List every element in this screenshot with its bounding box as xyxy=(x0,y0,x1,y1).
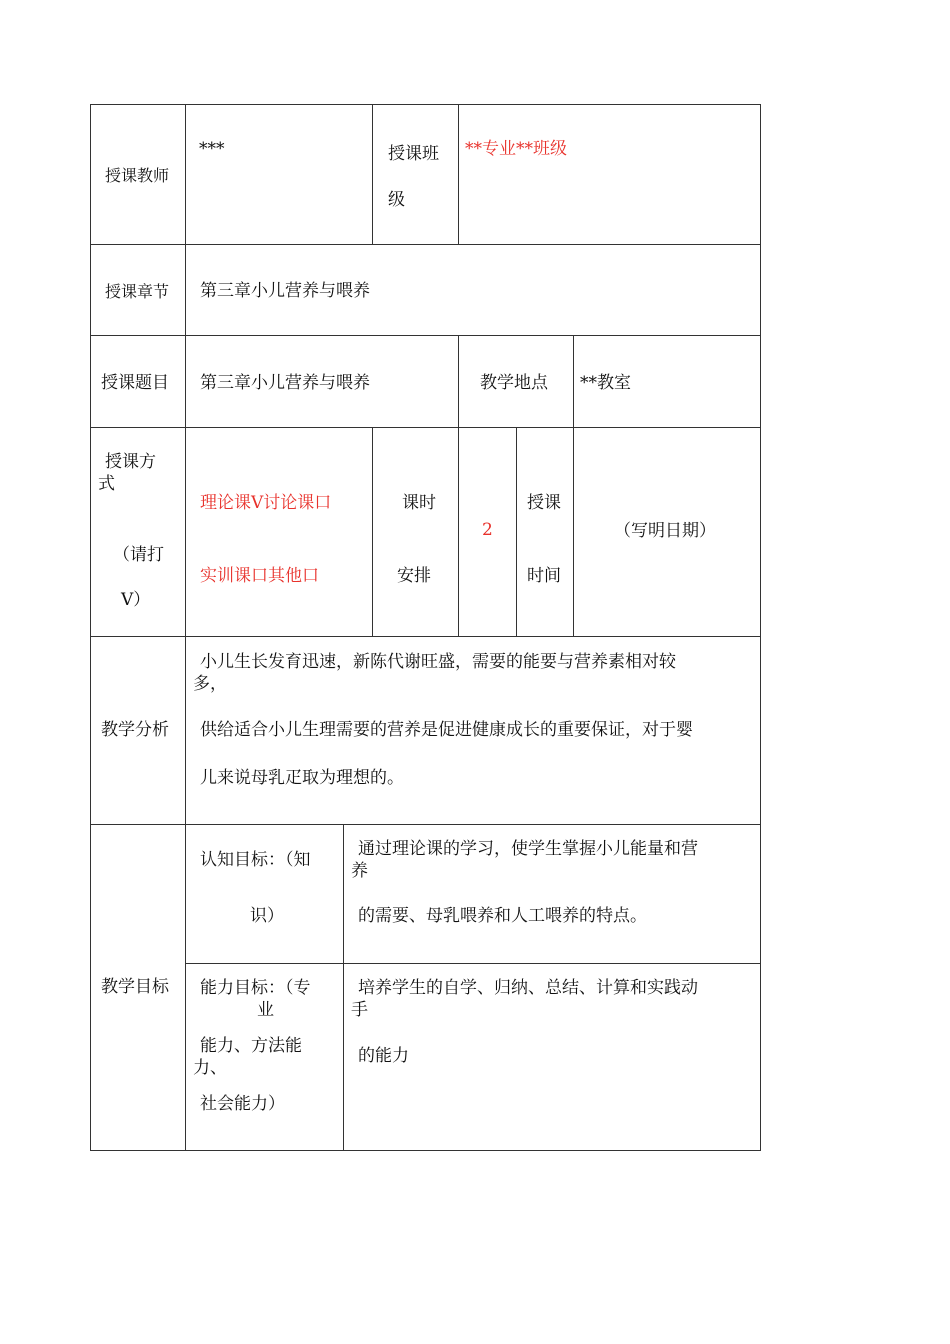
method-options-line-2: 实训课口其他口 xyxy=(200,566,319,586)
class-value: **专业**班级 xyxy=(465,139,567,159)
cognitive-goal-label-line-1: 认知目标：（知 xyxy=(200,850,311,870)
goals-label-cell xyxy=(90,824,186,1151)
hours-value-cell xyxy=(458,427,517,637)
ability-goal-label-cell xyxy=(185,963,344,1151)
ability-goal-label-line-4: 力、 xyxy=(193,1058,227,1078)
ability-goal-text-line-3: 的能力 xyxy=(358,1046,409,1066)
class-label-line-2: 级 xyxy=(388,190,405,210)
teacher-label-cell xyxy=(90,104,186,245)
ability-goal-label-line-5: 社会能力） xyxy=(200,1094,285,1114)
cognitive-goal-text-line-1: 通过理论课的学习，使学生掌握小儿能量和营 xyxy=(358,839,698,859)
ability-goal-label-line-3: 能力、方法能 xyxy=(200,1036,302,1056)
hours-label-cell xyxy=(372,427,459,637)
location-label-cell xyxy=(458,335,574,428)
chapter-value: 第三章小儿营养与喂养 xyxy=(200,281,370,301)
time-label-line-2: 时间 xyxy=(527,566,561,586)
analysis-label-cell xyxy=(90,636,186,825)
topic-label-cell xyxy=(90,335,186,428)
analysis-line-2: 多， xyxy=(193,674,227,694)
class-label-line-1: 授课班 xyxy=(388,144,439,164)
location-value: **教室 xyxy=(580,373,631,393)
teacher-value-cell xyxy=(185,104,373,245)
method-label-line-3: （请打 xyxy=(113,545,164,565)
chapter-label: 授课章节 xyxy=(105,282,170,301)
ability-goal-text-line-2: 手 xyxy=(351,1000,368,1020)
chapter-label-cell xyxy=(90,244,186,336)
ability-goal-text-cell xyxy=(343,963,761,1151)
cognitive-goal-text-line-3: 的需要、母乳喂养和人工喂养的特点。 xyxy=(358,906,647,926)
teacher-value: *** xyxy=(199,139,225,159)
analysis-line-4: 儿来说母乳疋取为理想的。 xyxy=(200,768,404,788)
location-label: 教学地点 xyxy=(480,373,548,393)
topic-label: 授课题目 xyxy=(101,373,169,393)
analysis-text-cell xyxy=(185,636,761,825)
class-label-cell xyxy=(372,104,459,245)
hours-label-line-2: 安排 xyxy=(397,566,431,586)
time-value-cell xyxy=(573,427,761,637)
hours-label-line-1: 课时 xyxy=(402,493,436,513)
ability-goal-label-line-2: 业 xyxy=(257,1000,274,1020)
topic-value: 第三章小儿营养与喂养 xyxy=(200,373,370,393)
time-value: （写明日期） xyxy=(614,521,716,541)
teacher-label: 授课教师 xyxy=(105,166,170,185)
method-options-cell xyxy=(185,427,373,637)
hours-value: 2 xyxy=(482,520,493,540)
lesson-plan-table xyxy=(90,104,761,1151)
time-label-line-1: 授课 xyxy=(527,493,561,513)
cognitive-goal-label-line-2: 识） xyxy=(250,906,284,926)
method-label-cell xyxy=(90,427,186,637)
ability-goal-label-line-1: 能力目标：（专 xyxy=(200,978,311,998)
analysis-label: 教学分析 xyxy=(101,720,169,740)
method-label-line-1: 授课方 xyxy=(105,452,156,472)
method-label-line-2: 式 xyxy=(98,474,115,494)
cognitive-goal-label-cell xyxy=(185,824,344,964)
cognitive-goal-text-line-2: 养 xyxy=(351,861,368,881)
class-value-cell xyxy=(458,104,761,245)
analysis-line-1: 小儿生长发育迅速，新陈代谢旺盛，需要的能要与营养素相对较 xyxy=(200,652,676,672)
topic-value-cell xyxy=(185,335,459,428)
ability-goal-text-line-1: 培养学生的自学、归纳、总结、计算和实践动 xyxy=(358,978,698,998)
location-value-cell xyxy=(573,335,761,428)
time-label-cell xyxy=(516,427,574,637)
chapter-value-cell xyxy=(185,244,761,336)
method-options-line-1: 理论课V讨论课口 xyxy=(200,493,332,513)
analysis-line-3: 供给适合小儿生理需要的营养是促进健康成长的重要保证，对于婴 xyxy=(200,720,693,740)
goals-label: 教学目标 xyxy=(101,977,169,997)
cognitive-goal-text-cell xyxy=(343,824,761,964)
method-label-line-4: V） xyxy=(121,590,151,610)
